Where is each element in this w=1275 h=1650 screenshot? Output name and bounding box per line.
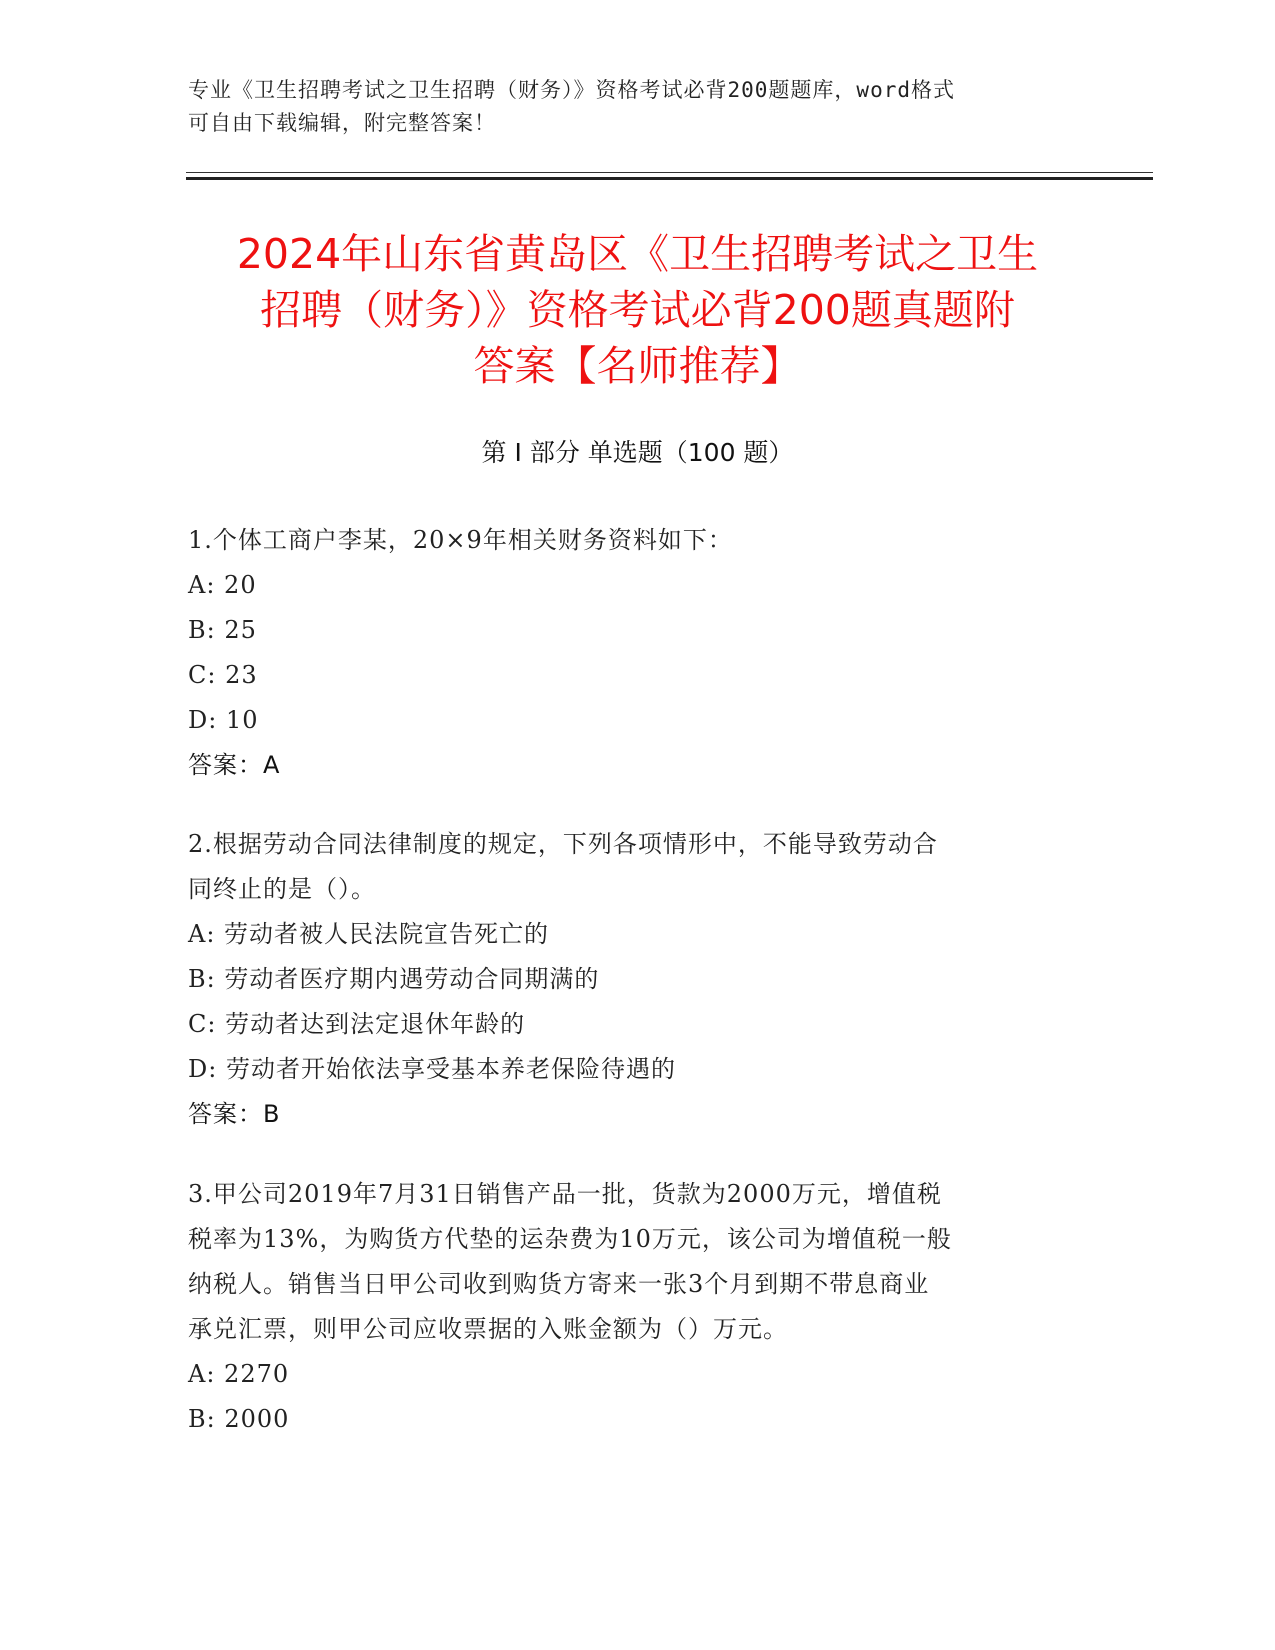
question-1-stem: 1.个体工商户李某，20×9年相关财务资料如下： xyxy=(188,526,733,554)
question-2-answer: 答案：B xyxy=(188,1100,281,1128)
question-1-option-c: C: 23 xyxy=(188,661,258,689)
question-1-answer: 答案：A xyxy=(188,751,281,779)
question-2-stem-line-2: 同终止的是（）。 xyxy=(188,875,376,903)
question-2-option-b: B: 劳动者医疗期内遇劳动合同期满的 xyxy=(188,965,600,993)
section-heading: 第 I 部分 单选题（100 题） xyxy=(481,438,794,467)
question-1 xyxy=(188,518,1088,788)
question-3-stem-line-3: 纳税人。销售当日甲公司收到购货方寄来一张3个月到期不带息商业 xyxy=(188,1270,930,1298)
question-3-option-b: B: 2000 xyxy=(188,1405,290,1433)
document-title xyxy=(170,226,1105,394)
question-1-option-a: A: 20 xyxy=(188,571,257,599)
header-note-line-1: 专业《卫生招聘考试之卫生招聘（财务）》资格考试必背200题题库，word格式 xyxy=(188,78,955,102)
question-3-stem-line-1: 3.甲公司2019年7月31日销售产品一批，货款为2000万元，增值税 xyxy=(188,1180,942,1208)
question-1-option-d: D: 10 xyxy=(188,706,259,734)
header-divider-thick xyxy=(186,177,1153,180)
header-note-line-2: 可自由下载编辑，附完整答案！ xyxy=(188,111,496,135)
question-3-stem-line-4: 承兑汇票，则甲公司应收票据的入账金额为（）万元。 xyxy=(188,1315,788,1343)
question-2-option-a: A: 劳动者被人民法院宣告死亡的 xyxy=(188,920,550,948)
document-title-line-2: 招聘（财务）》资格考试必背200题真题附 xyxy=(260,286,1015,334)
question-3 xyxy=(188,1172,1088,1442)
document-title-line-1: 2024年山东省黄岛区《卫生招聘考试之卫生 xyxy=(236,230,1039,278)
question-2-option-c: C: 劳动者达到法定退休年龄的 xyxy=(188,1010,526,1038)
question-1-option-b: B: 25 xyxy=(188,616,257,644)
question-2-stem-line-1: 2.根据劳动合同法律制度的规定，下列各项情形中，不能导致劳动合 xyxy=(188,830,938,858)
question-3-option-a: A: 2270 xyxy=(188,1360,290,1388)
document-title-line-3: 答案【名师推荐】 xyxy=(473,342,802,390)
question-2 xyxy=(188,822,1088,1137)
question-3-stem-line-2: 税率为13%，为购货方代垫的运杂费为10万元，该公司为增值税一般 xyxy=(188,1225,952,1253)
question-2-option-d: D: 劳动者开始依法享受基本养老保险待遇的 xyxy=(188,1055,676,1083)
header-note xyxy=(188,74,1088,140)
header-divider-thin xyxy=(186,172,1153,173)
